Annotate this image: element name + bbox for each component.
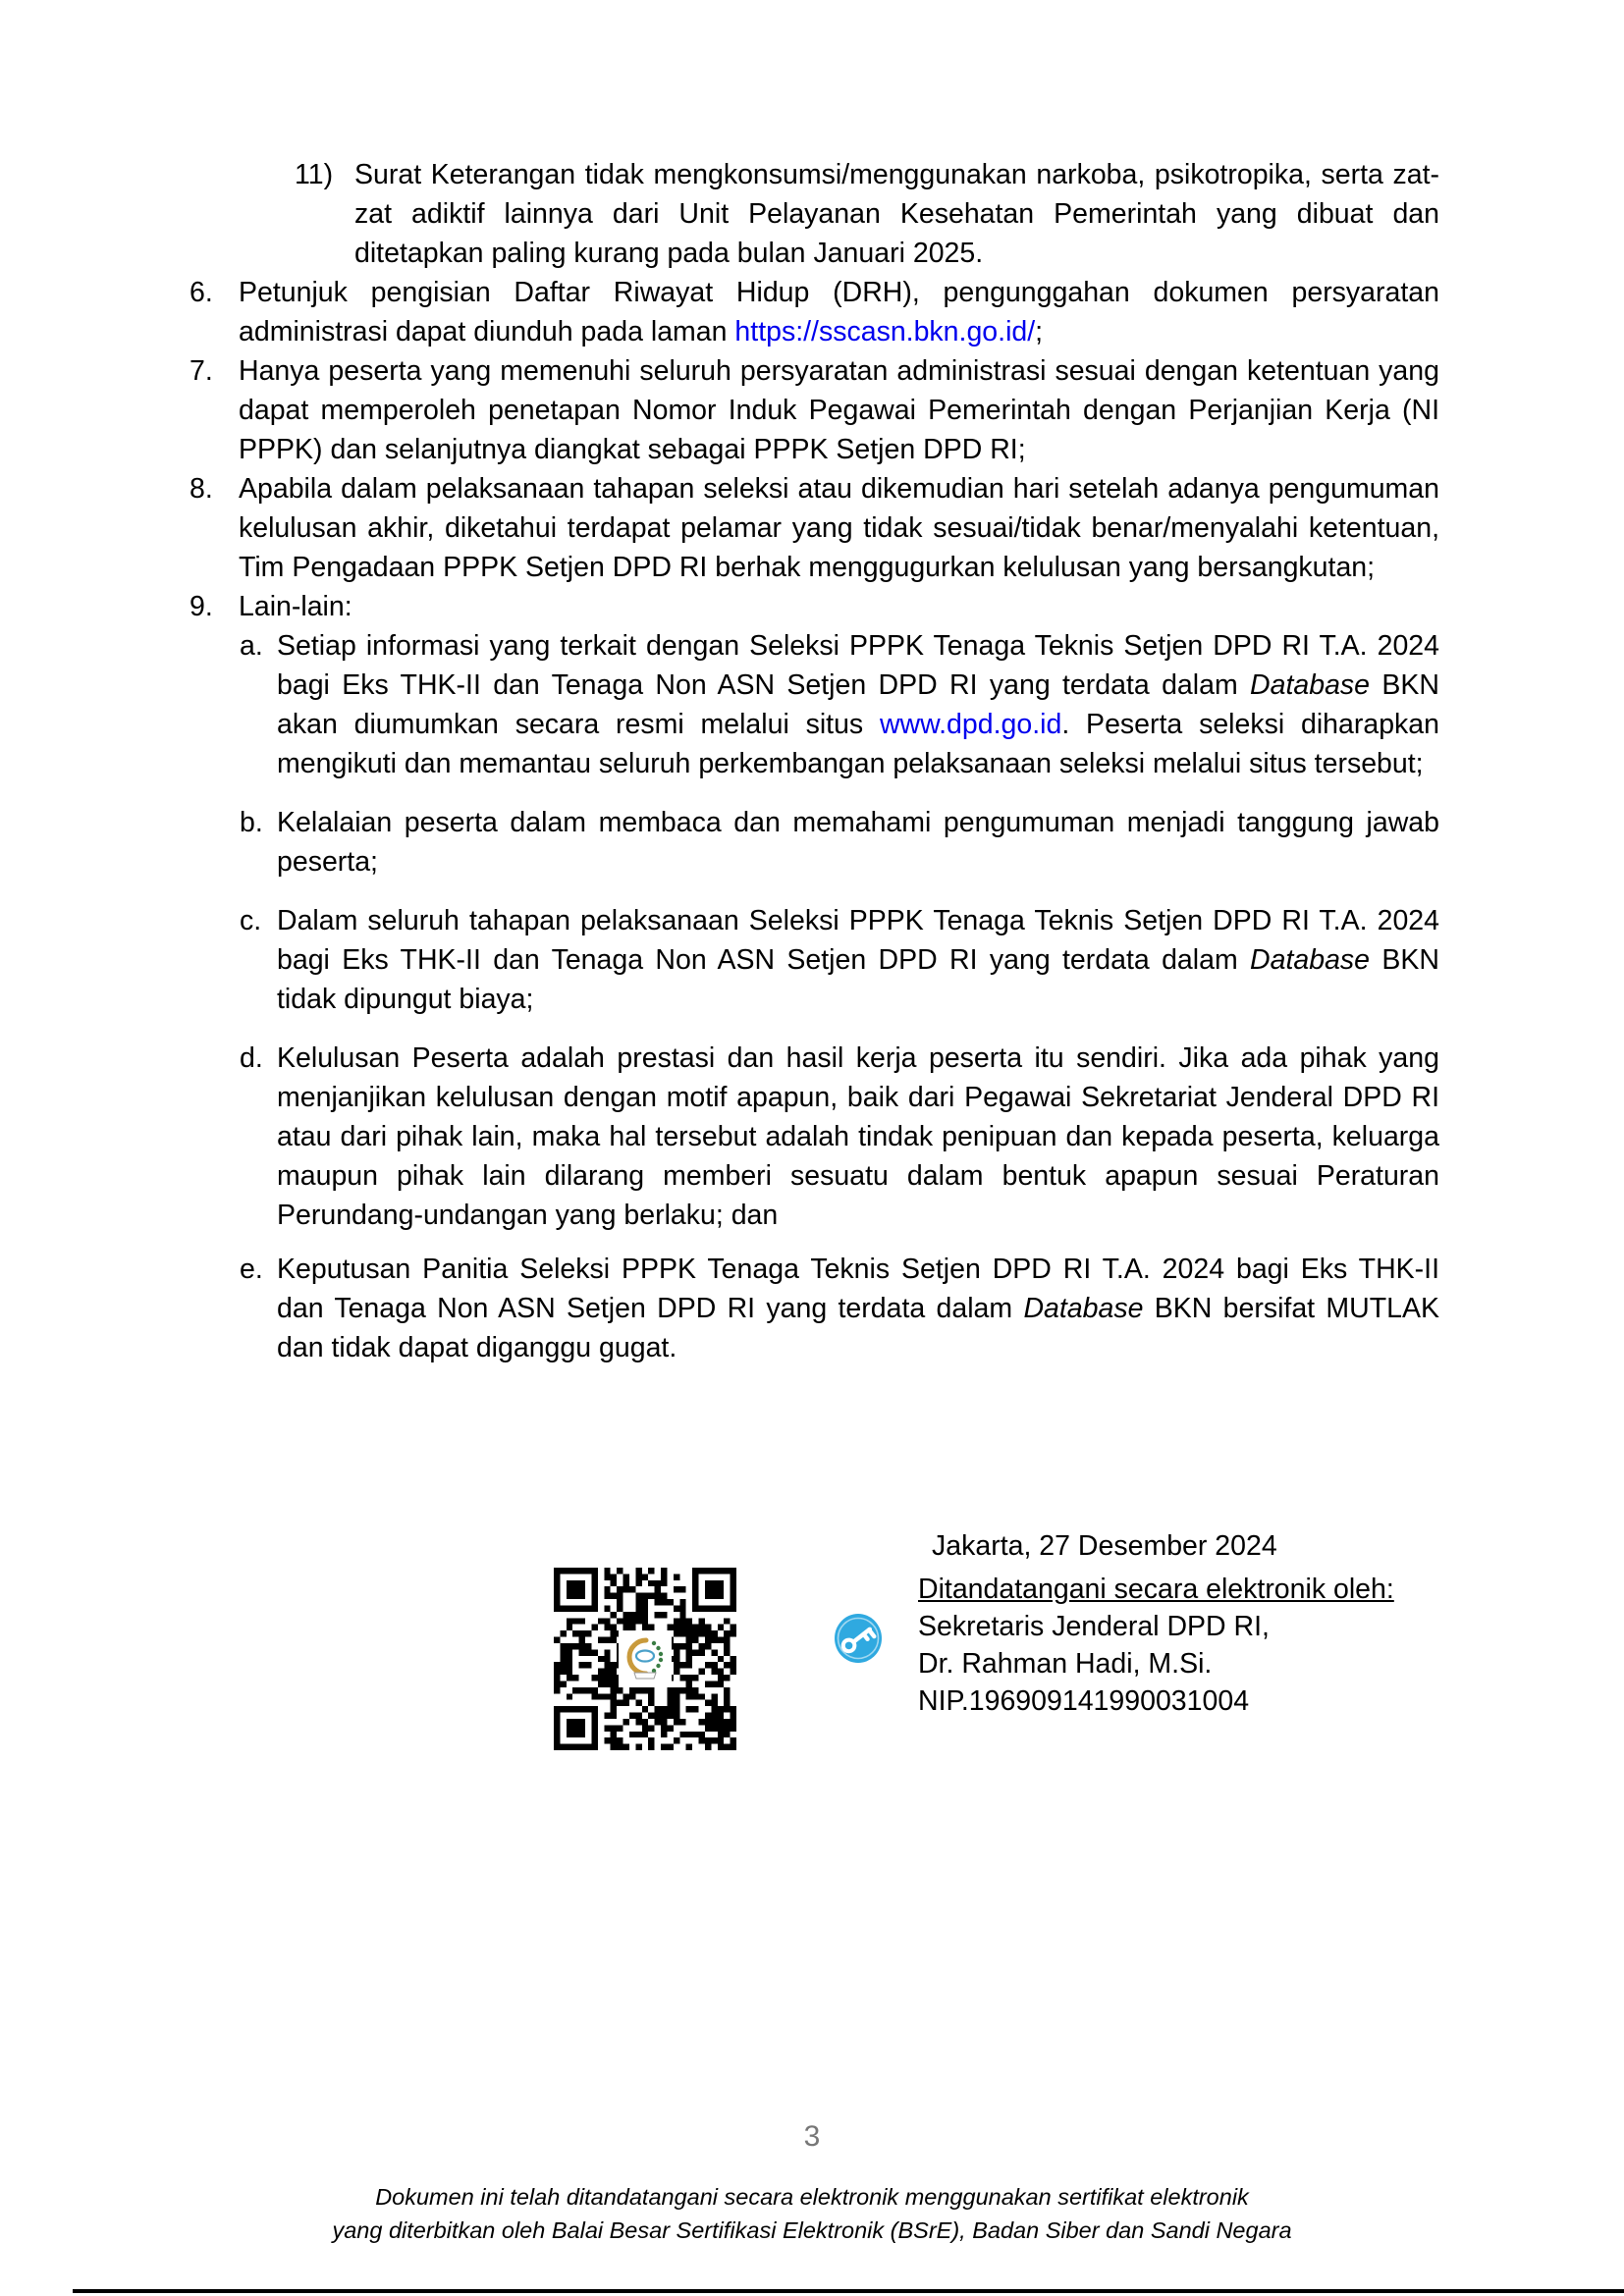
item-6-marker: 6. <box>189 277 213 308</box>
list-item-7 <box>189 351 1439 469</box>
sub-item-b <box>240 803 1439 881</box>
signature-block <box>918 1527 1394 1720</box>
sub-item-a <box>240 626 1439 783</box>
sub-item-d-text: Kelulusan Peserta adalah prestasi dan hasil kerja peserta itu sendiri. Jika ada pihak yang menjanjikan kelulusan dengan motif apapun, baik dari Pegawai Sekretariat Jenderal DPD RI atau dari pihak lain, maka hal tersebut adalah tindak penipuan dan kepada peserta, keluarga maupun pihak lain dilarang memberi sesuatu dalam bentuk apapun sesuai Peraturan Perundang-undangan yang berlaku; dan <box>277 1042 1439 1231</box>
signature-name: Dr. Rahman Hadi, M.Si. <box>918 1648 1213 1680</box>
sub-item-c <box>240 901 1439 1019</box>
item-6-text: Petunjuk pengisian Daftar Riwayat Hidup (DRH), pengunggahan dokumen persyaratan administrasi dapat diunduh pada laman <box>239 277 1439 347</box>
footer-note <box>0 2180 1624 2247</box>
bsre-key-icon-glyph <box>834 1613 883 1664</box>
sub-item-c-marker: c. <box>240 905 262 936</box>
sub-item-a-italic: Database <box>1250 669 1371 701</box>
sub-item-a-text-mid: BKN akan diumumkan secara resmi melalui situs <box>277 669 1439 740</box>
list-item-11 <box>295 155 1439 273</box>
sub-item-e-marker: e. <box>240 1254 263 1285</box>
sscasn-link[interactable]: https://sscasn.bkn.go.id/ <box>734 316 1036 347</box>
list-item-9 <box>189 587 1439 626</box>
signature-position: Sekretaris Jenderal DPD RI, <box>918 1611 1270 1642</box>
sub-item-e-text-after: BKN bersifat MUTLAK dan tidak dapat diganggu gugat. <box>277 1293 1439 1363</box>
signature-esign-label: Ditandatangani secara elektronik oleh: <box>918 1574 1394 1605</box>
sub-item-a-marker: a. <box>240 630 263 662</box>
signature-nip: NIP.196909141990031004 <box>918 1685 1250 1717</box>
item-7-text: Hanya peserta yang memenuhi seluruh persyaratan administrasi sesuai dengan ketentuan yang dapat memperoleh penetapan Nomor Induk Pegawai Pemerintah dengan Perjanjian Kerja (NI PPPK) dan selanjutnya diangkat sebagai PPPK Setjen DPD RI; <box>239 355 1439 465</box>
sub-item-e-text: Keputusan Panitia Seleksi PPPK Tenaga Teknis Setjen DPD RI T.A. 2024 bagi Eks THK-II dan Tenaga Non ASN Setjen DPD RI yang terdata dalam <box>277 1254 1439 1324</box>
list-item-8 <box>189 469 1439 587</box>
bsre-key-icon <box>834 1613 883 1664</box>
sub-item-c-text: Dalam seluruh tahapan pelaksanaan Seleksi PPPK Tenaga Teknis Setjen DPD RI T.A. 2024 bagi Eks THK-II dan Tenaga Non ASN Setjen DPD RI yang terdata dalam <box>277 905 1439 976</box>
document-body <box>0 155 1624 1367</box>
footer-note-line1: Dokumen ini telah ditandatangani secara elektronik menggunakan sertifikat elektronik <box>375 2184 1249 2210</box>
page-number: 3 <box>803 2120 821 2153</box>
item-11-text: Surat Keterangan tidak mengkonsumsi/menggunakan narkoba, psikotropika, serta zat-zat adiktif lainnya dari Unit Pelayanan Kesehatan Pemerintah yang dibuat dan ditetapkan paling kurang pada bulan Januari 2025. <box>354 159 1439 269</box>
sub-item-b-text: Kelalaian peserta dalam membaca dan memahami pengumuman menjadi tanggung jawab peserta; <box>277 807 1439 878</box>
item-7-marker: 7. <box>189 355 213 387</box>
signature-place-date: Jakarta, 27 Desember 2024 <box>932 1530 1277 1562</box>
item-8-marker: 8. <box>189 473 213 505</box>
dpd-emblem <box>619 1630 672 1687</box>
sub-item-a-text: Setiap informasi yang terkait dengan Seleksi PPPK Tenaga Teknis Setjen DPD RI T.A. 2024 bagi Eks THK-II dan Tenaga Non ASN Setjen DPD RI yang terdata dalam <box>277 630 1439 701</box>
sub-item-b-marker: b. <box>240 807 263 838</box>
footer-note-line2: yang diterbitkan oleh Balai Besar Sertifikasi Elektronik (BSrE), Badan Siber dan Sandi Negara <box>332 2217 1292 2243</box>
item-9-text: Lain-lain: <box>239 591 352 622</box>
sub-item-c-text-after: BKN tidak dipungut biaya; <box>277 944 1439 1015</box>
item-11-marker: 11) <box>295 159 334 190</box>
item-8-text: Apabila dalam pelaksanaan tahapan seleksi atau dikemudian hari setelah adanya pengumuman kelulusan akhir, diketahui terdapat pelamar yang tidak sesuai/tidak benar/menyalahi ketentuan, Tim Pengadaan PPPK Setjen DPD RI berhak menggugurkan kelulusan yang bersangkutan; <box>239 473 1439 583</box>
item-6-text-after-link: ; <box>1035 316 1044 347</box>
sub-item-d <box>240 1039 1439 1235</box>
sub-item-e <box>240 1250 1439 1367</box>
dpd-emblem-glyph <box>624 1636 666 1682</box>
sub-item-d-marker: d. <box>240 1042 263 1074</box>
page-bottom-rule <box>73 2289 1624 2293</box>
sub-item-c-italic: Database <box>1250 944 1371 976</box>
sub-item-a-text-after-link: . Peserta seleksi diharapkan mengikuti dan memantau seluruh perkembangan pelaksanaan seleksi melalui situs tersebut; <box>277 709 1439 779</box>
qr-code <box>554 1568 736 1750</box>
list-item-6 <box>189 273 1439 351</box>
sub-item-e-italic: Database <box>1023 1293 1144 1324</box>
item-9-marker: 9. <box>189 591 213 622</box>
dpd-link[interactable]: www.dpd.go.id <box>879 709 1062 740</box>
